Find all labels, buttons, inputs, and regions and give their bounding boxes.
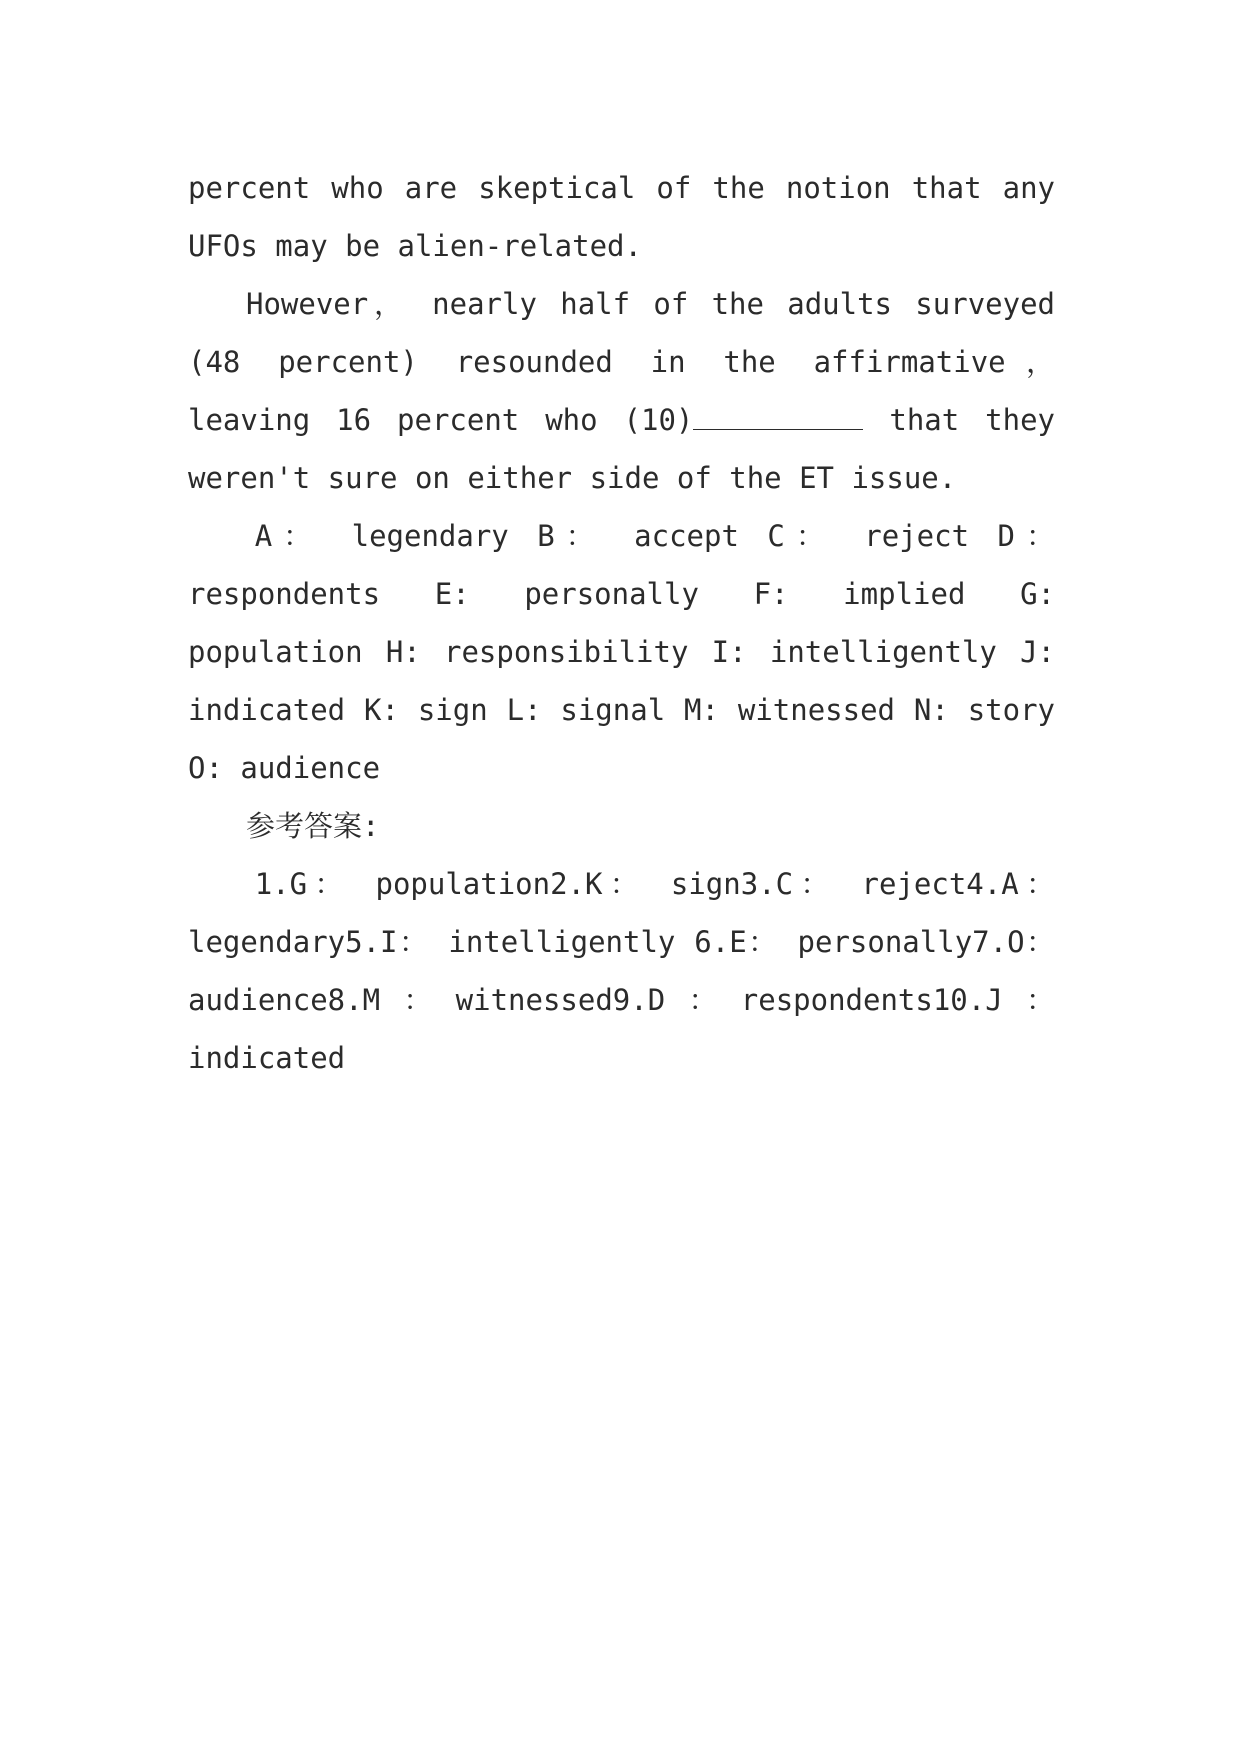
paragraph-however-tail: that they weren't sure on either side of the ET issue. xyxy=(188,403,1055,495)
document-page xyxy=(188,159,1055,1087)
paragraph-skeptical: percent who are skeptical of the notion that any UFOs may be alien-related. xyxy=(188,171,1055,263)
options-list: A： legendary B： accept C： reject D： respondents E: personally F: implied G: population H: responsibility I: intelligently J: indicated K: sign L: signal M: witnessed N: story O: audience xyxy=(188,519,1055,785)
answer-heading: 参考答案: xyxy=(246,809,380,843)
answers-list: 1.G： population2.K： sign3.C： reject4.A： legendary5.I： intelligently 6.E： personally7.O： audience8.M：witnessed9.D：respondents10.J：indicated xyxy=(188,867,1055,1075)
paragraph-however-text: However， nearly half of the adults surveyed (48 percent) resounded in the affirmative， leaving 16 percent who (10) xyxy=(188,287,1055,437)
blank-10 xyxy=(693,393,863,430)
paragraph-however xyxy=(188,275,1055,507)
